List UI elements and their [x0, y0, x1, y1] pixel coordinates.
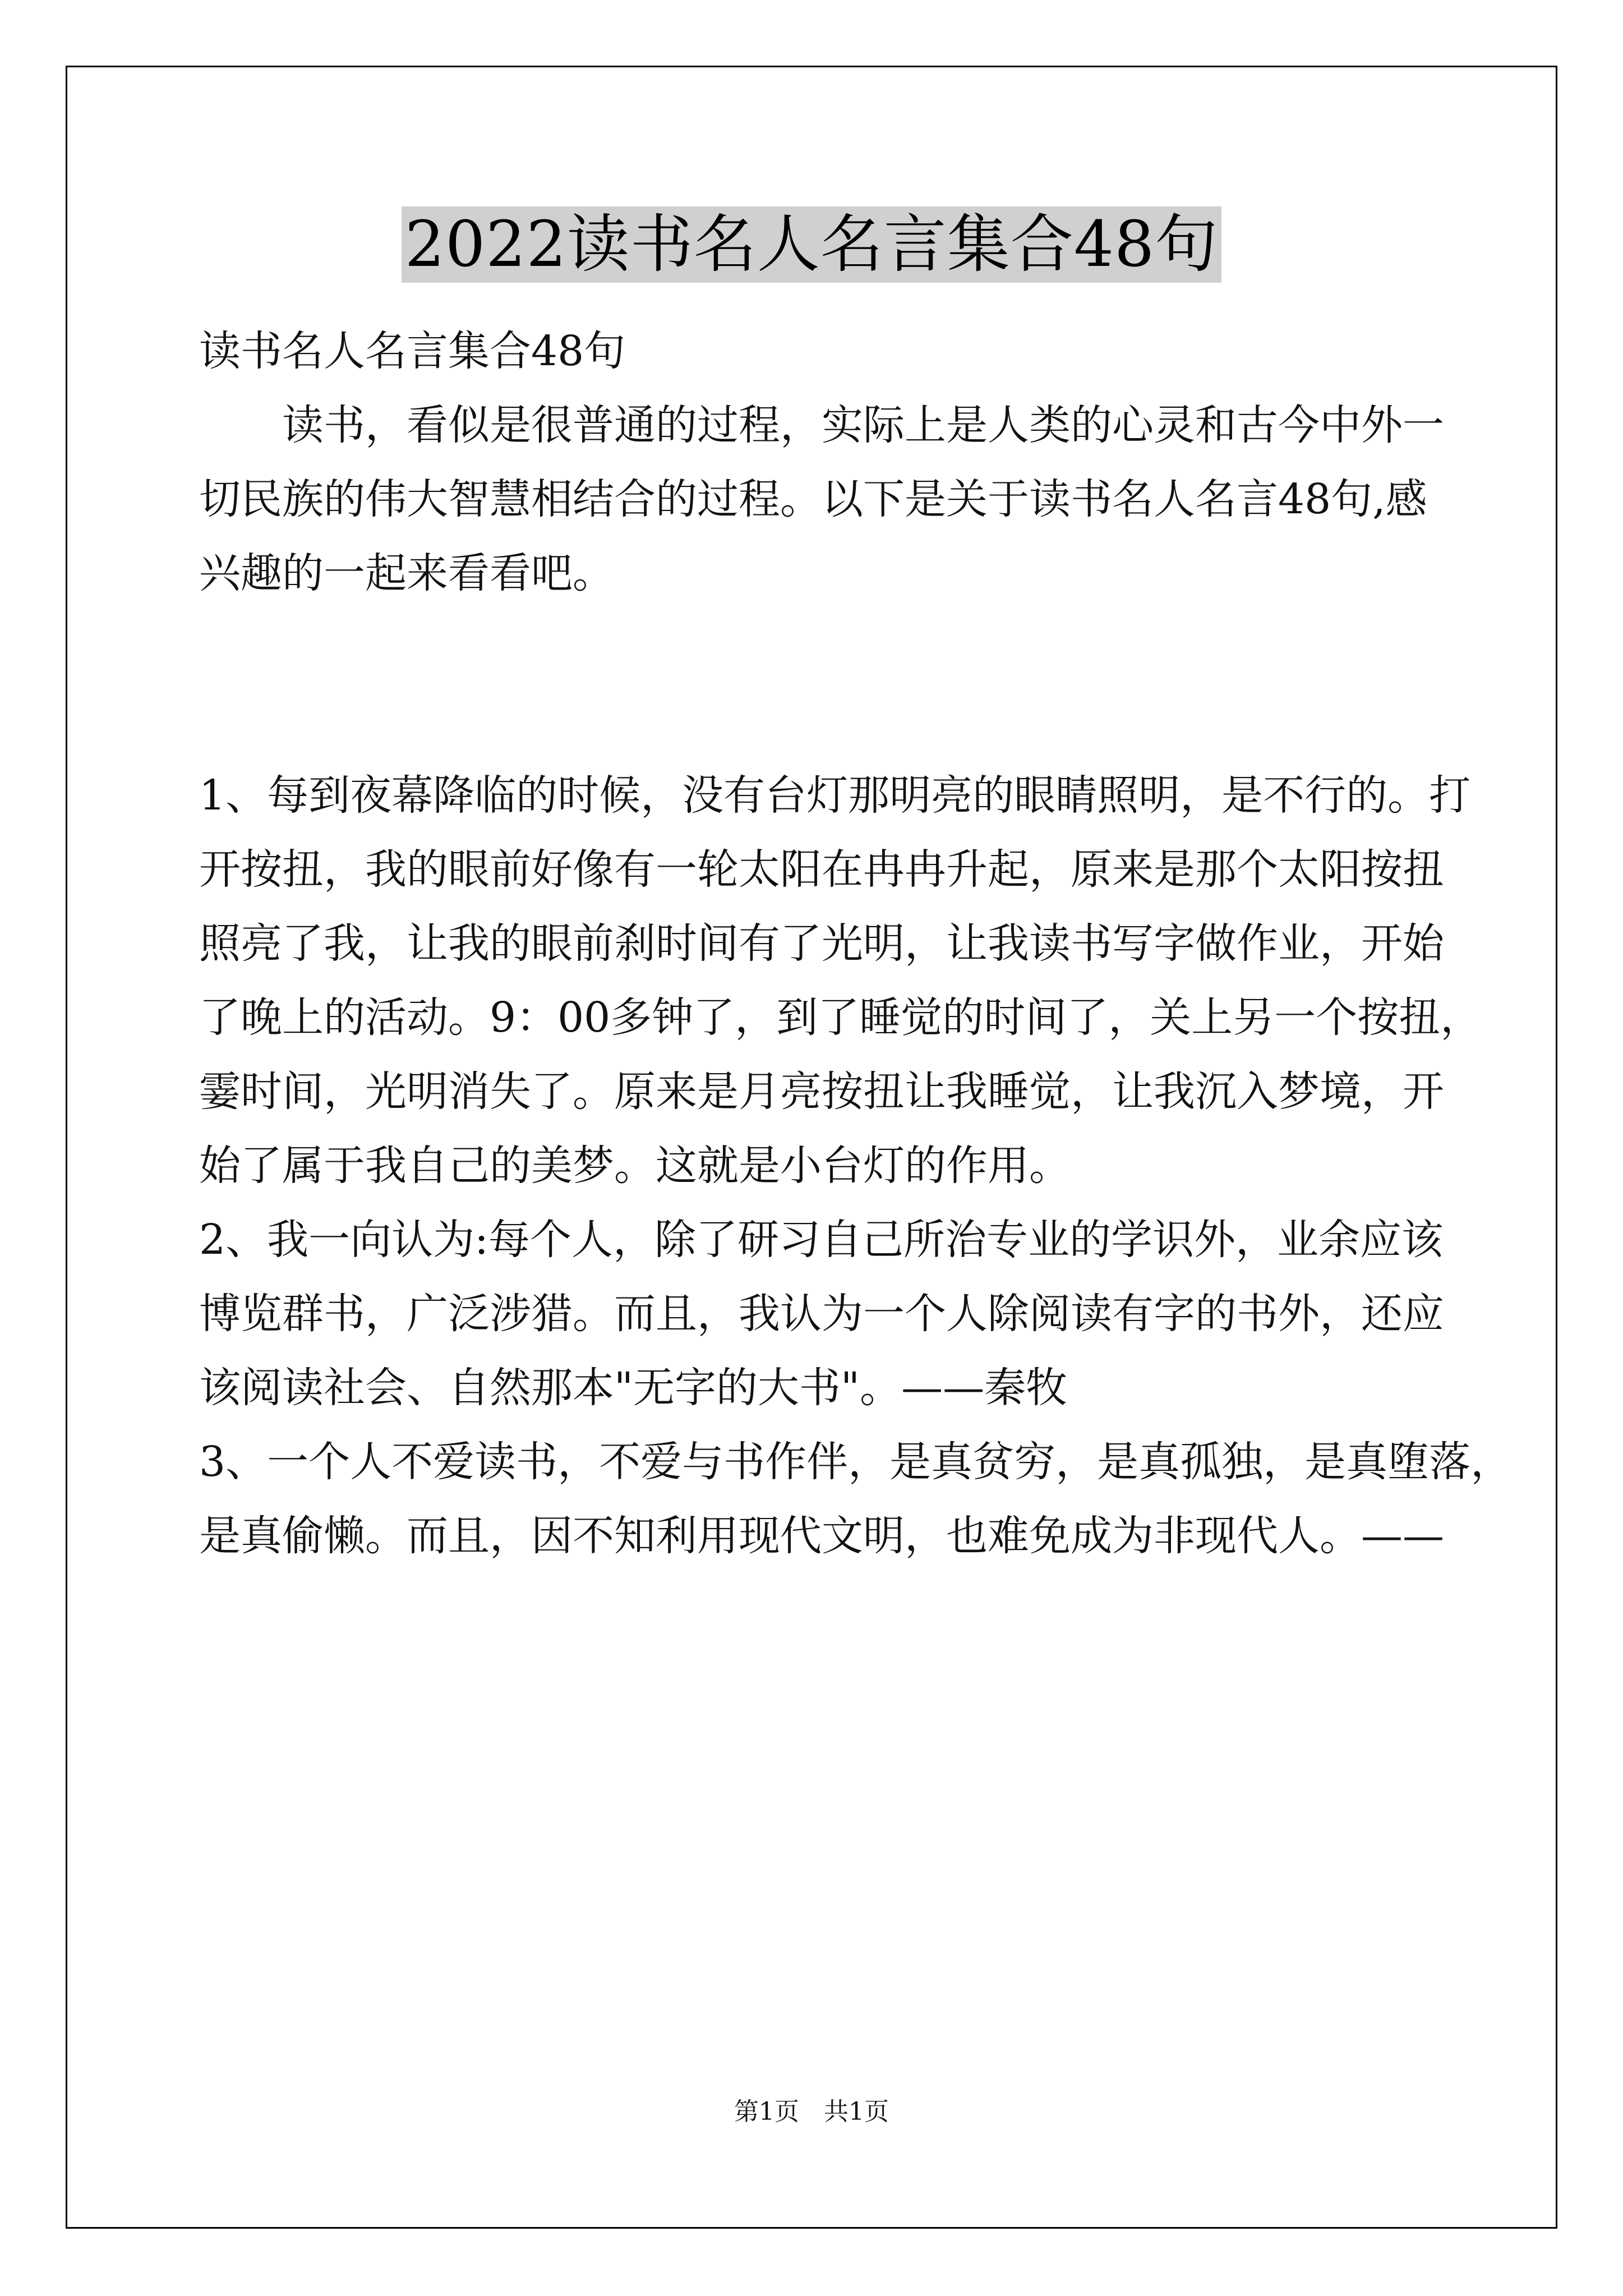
paragraph-gap: [199, 610, 1461, 758]
quote-1-line: 霎时间，光明消失了。原来是月亮按扭让我睡觉，让我沉入梦境，开: [199, 1068, 1444, 1116]
intro-line: 切民族的伟大智慧相结合的过程。以下是关于读书名人名言48句,感: [199, 475, 1427, 523]
document-body: [199, 314, 1513, 1573]
quote-2-line: 2、我一向认为:每个人，除了研习自己所治专业的学识外，业余应该: [199, 1216, 1444, 1264]
document-title: 2022读书名人名言集合48句: [402, 206, 1222, 283]
quote-1-line: 1、每到夜幕降临的时候，没有台灯那明亮的眼睛照明，是不行的。打: [199, 771, 1471, 820]
quote-1-line: 照亮了我，让我的眼前刹时间有了光明，让我读书写字做作业，开始: [199, 919, 1444, 968]
quote-1-line: 了晚上的活动。9：00多钟了，到了睡觉的时间了，关上另一个按扭，: [199, 993, 1482, 1042]
quote-1-line: 开按扭，我的眼前好像有一轮太阳在冉冉升起，原来是那个太阳按扭: [199, 845, 1444, 894]
quote-3-line: 3、一个人不爱读书，不爱与书作伴，是真贫穷，是真孤独，是真堕落，: [199, 1438, 1513, 1486]
intro-line: 读书，看似是很普通的过程，实际上是人类的心灵和古今中外一: [199, 401, 1444, 449]
quote-1-line: 始了属于我自己的美梦。这就是小台灯的作用。: [199, 1142, 1071, 1190]
subtitle: 读书名人名言集合48句: [199, 327, 626, 375]
intro-line: 兴趣的一起来看看吧。: [199, 549, 614, 597]
quote-2-line: 博览群书，广泛涉猎。而且，我认为一个人除阅读有字的书外，还应: [199, 1290, 1444, 1338]
title-container: [0, 206, 1623, 283]
quote-2-line: 该阅读社会、自然那本"无字的大书"。——秦牧: [199, 1364, 1068, 1412]
page-footer: 第1页 共1页: [734, 2097, 889, 2126]
quote-3-line: 是真偷懒。而且，因不知利用现代文明，也难免成为非现代人。——: [199, 1512, 1444, 1560]
